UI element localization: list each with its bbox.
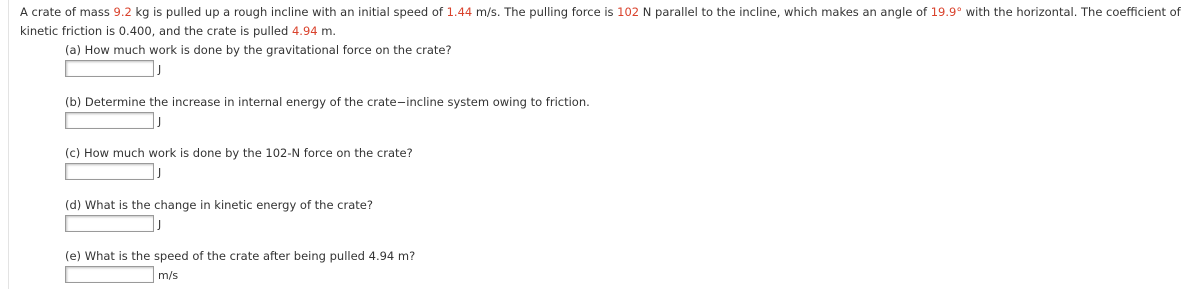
answer-row (65, 112, 590, 129)
question-text: (e) What is the speed of the crate after being pulled 4.94 m? (65, 249, 416, 263)
unit-label: J (158, 217, 162, 231)
answer-row (65, 163, 590, 180)
problem-text: kg is pulled up a rough incline with an initial speed of (131, 5, 447, 19)
question-text: (c) How much work is done by the 102-N force on the crate? (65, 146, 413, 160)
pulling-force-value: 102 (617, 5, 640, 19)
answer-input-d[interactable] (65, 215, 154, 232)
unit-label: J (158, 114, 162, 128)
answer-row (65, 215, 590, 232)
answer-input-a[interactable] (65, 60, 154, 77)
answer-input-b[interactable] (65, 112, 154, 129)
answer-row (65, 266, 590, 283)
problem-text: m/s. The pulling force is (472, 5, 618, 19)
initial-speed-value: 1.44 (446, 5, 473, 19)
unit-label: m/s (158, 269, 179, 282)
part-b (65, 94, 590, 146)
unit-label: J (158, 166, 162, 179)
question-text: (a) How much work is done by the gravitational force on the crate? (65, 43, 452, 57)
left-border (8, 0, 9, 289)
problem-statement (20, 3, 1190, 41)
problem-text: with the horizontal. The coefficient of kinetic friction is 0.400, and the crate is pulled (20, 5, 1181, 38)
question-text: (b) Determine the increase in internal energy of the crate−incline system owing to friction. (65, 94, 590, 109)
part-d (65, 197, 590, 249)
part-a (65, 42, 590, 94)
question-parts (65, 42, 590, 300)
answer-row (65, 60, 590, 77)
distance-value: 4.94 (291, 24, 318, 38)
answer-input-c[interactable] (65, 163, 154, 180)
part-e (65, 248, 590, 300)
problem-text: A crate of mass (20, 5, 114, 19)
part-c (65, 145, 590, 197)
answer-input-e[interactable] (65, 266, 154, 283)
unit-label: J (158, 63, 162, 76)
problem-text: m. (317, 24, 337, 38)
problem-text: N parallel to the incline, which makes an angle of (639, 5, 931, 19)
incline-angle-value: 19.9° (930, 5, 963, 19)
mass-value: 9.2 (113, 5, 132, 19)
question-text: (d) What is the change in kinetic energy of the crate? (65, 197, 373, 212)
